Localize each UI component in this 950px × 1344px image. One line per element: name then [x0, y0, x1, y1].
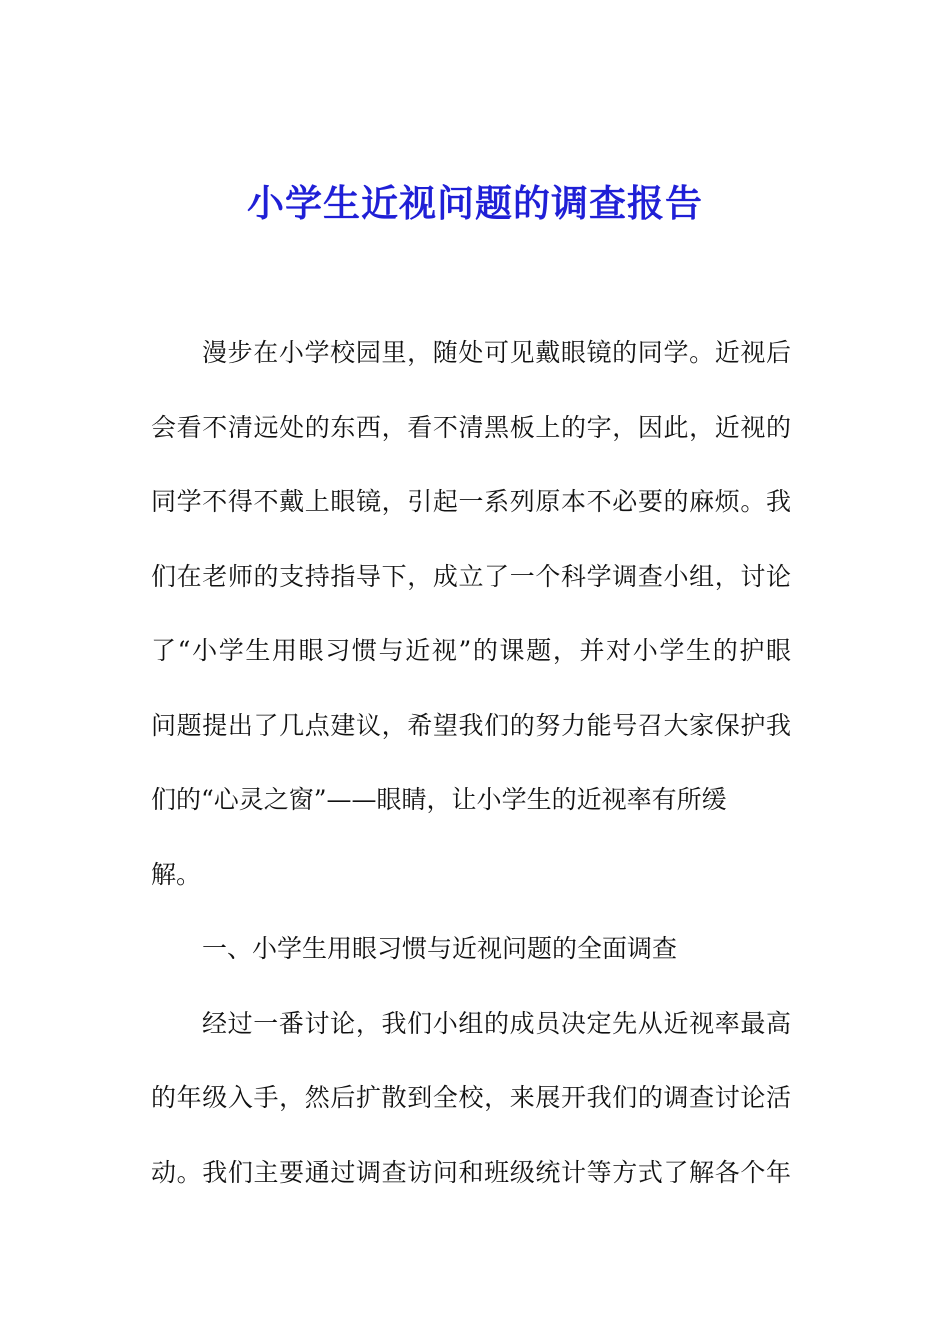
paragraph-line: 动。我们主要通过调查访问和班级统计等方式了解各个年 — [151, 1157, 791, 1187]
paragraph-line: 们的“心灵之窗”——眼睛，让小学生的近视率有所缓 — [151, 785, 727, 814]
paragraph-line: 的年级入手，然后扩散到全校，来展开我们的调查讨论活 — [151, 1083, 791, 1112]
paragraph-line: 解。 — [151, 859, 202, 889]
section-heading: 一、小学生用眼习惯与近视问题的全面调查 — [202, 934, 678, 963]
paragraph-line: 了“小学生用眼习惯与近视”的课题，并对小学生的护眼 — [151, 636, 791, 665]
paragraph-line: 会看不清远处的东西，看不清黑板上的字，因此，近视的 — [151, 412, 791, 442]
paragraph-line: 同学不得不戴上眼镜，引起一系列原本不必要的麻烦。我 — [151, 487, 791, 516]
paragraph-line: 经过一番讨论，我们小组的成员决定先从近视率最高 — [202, 1008, 791, 1038]
document-body — [151, 316, 791, 1210]
paragraph-line: 问题提出了几点建议，希望我们的努力能号召大家保护我 — [151, 710, 791, 740]
paragraph-line: 漫步在小学校园里，随处可见戴眼镜的同学。近视后 — [202, 338, 791, 367]
document-title: 小学生近视问题的调查报告 — [247, 181, 703, 225]
paragraph-line: 们在老师的支持指导下，成立了一个科学调查小组，讨论 — [151, 561, 791, 591]
